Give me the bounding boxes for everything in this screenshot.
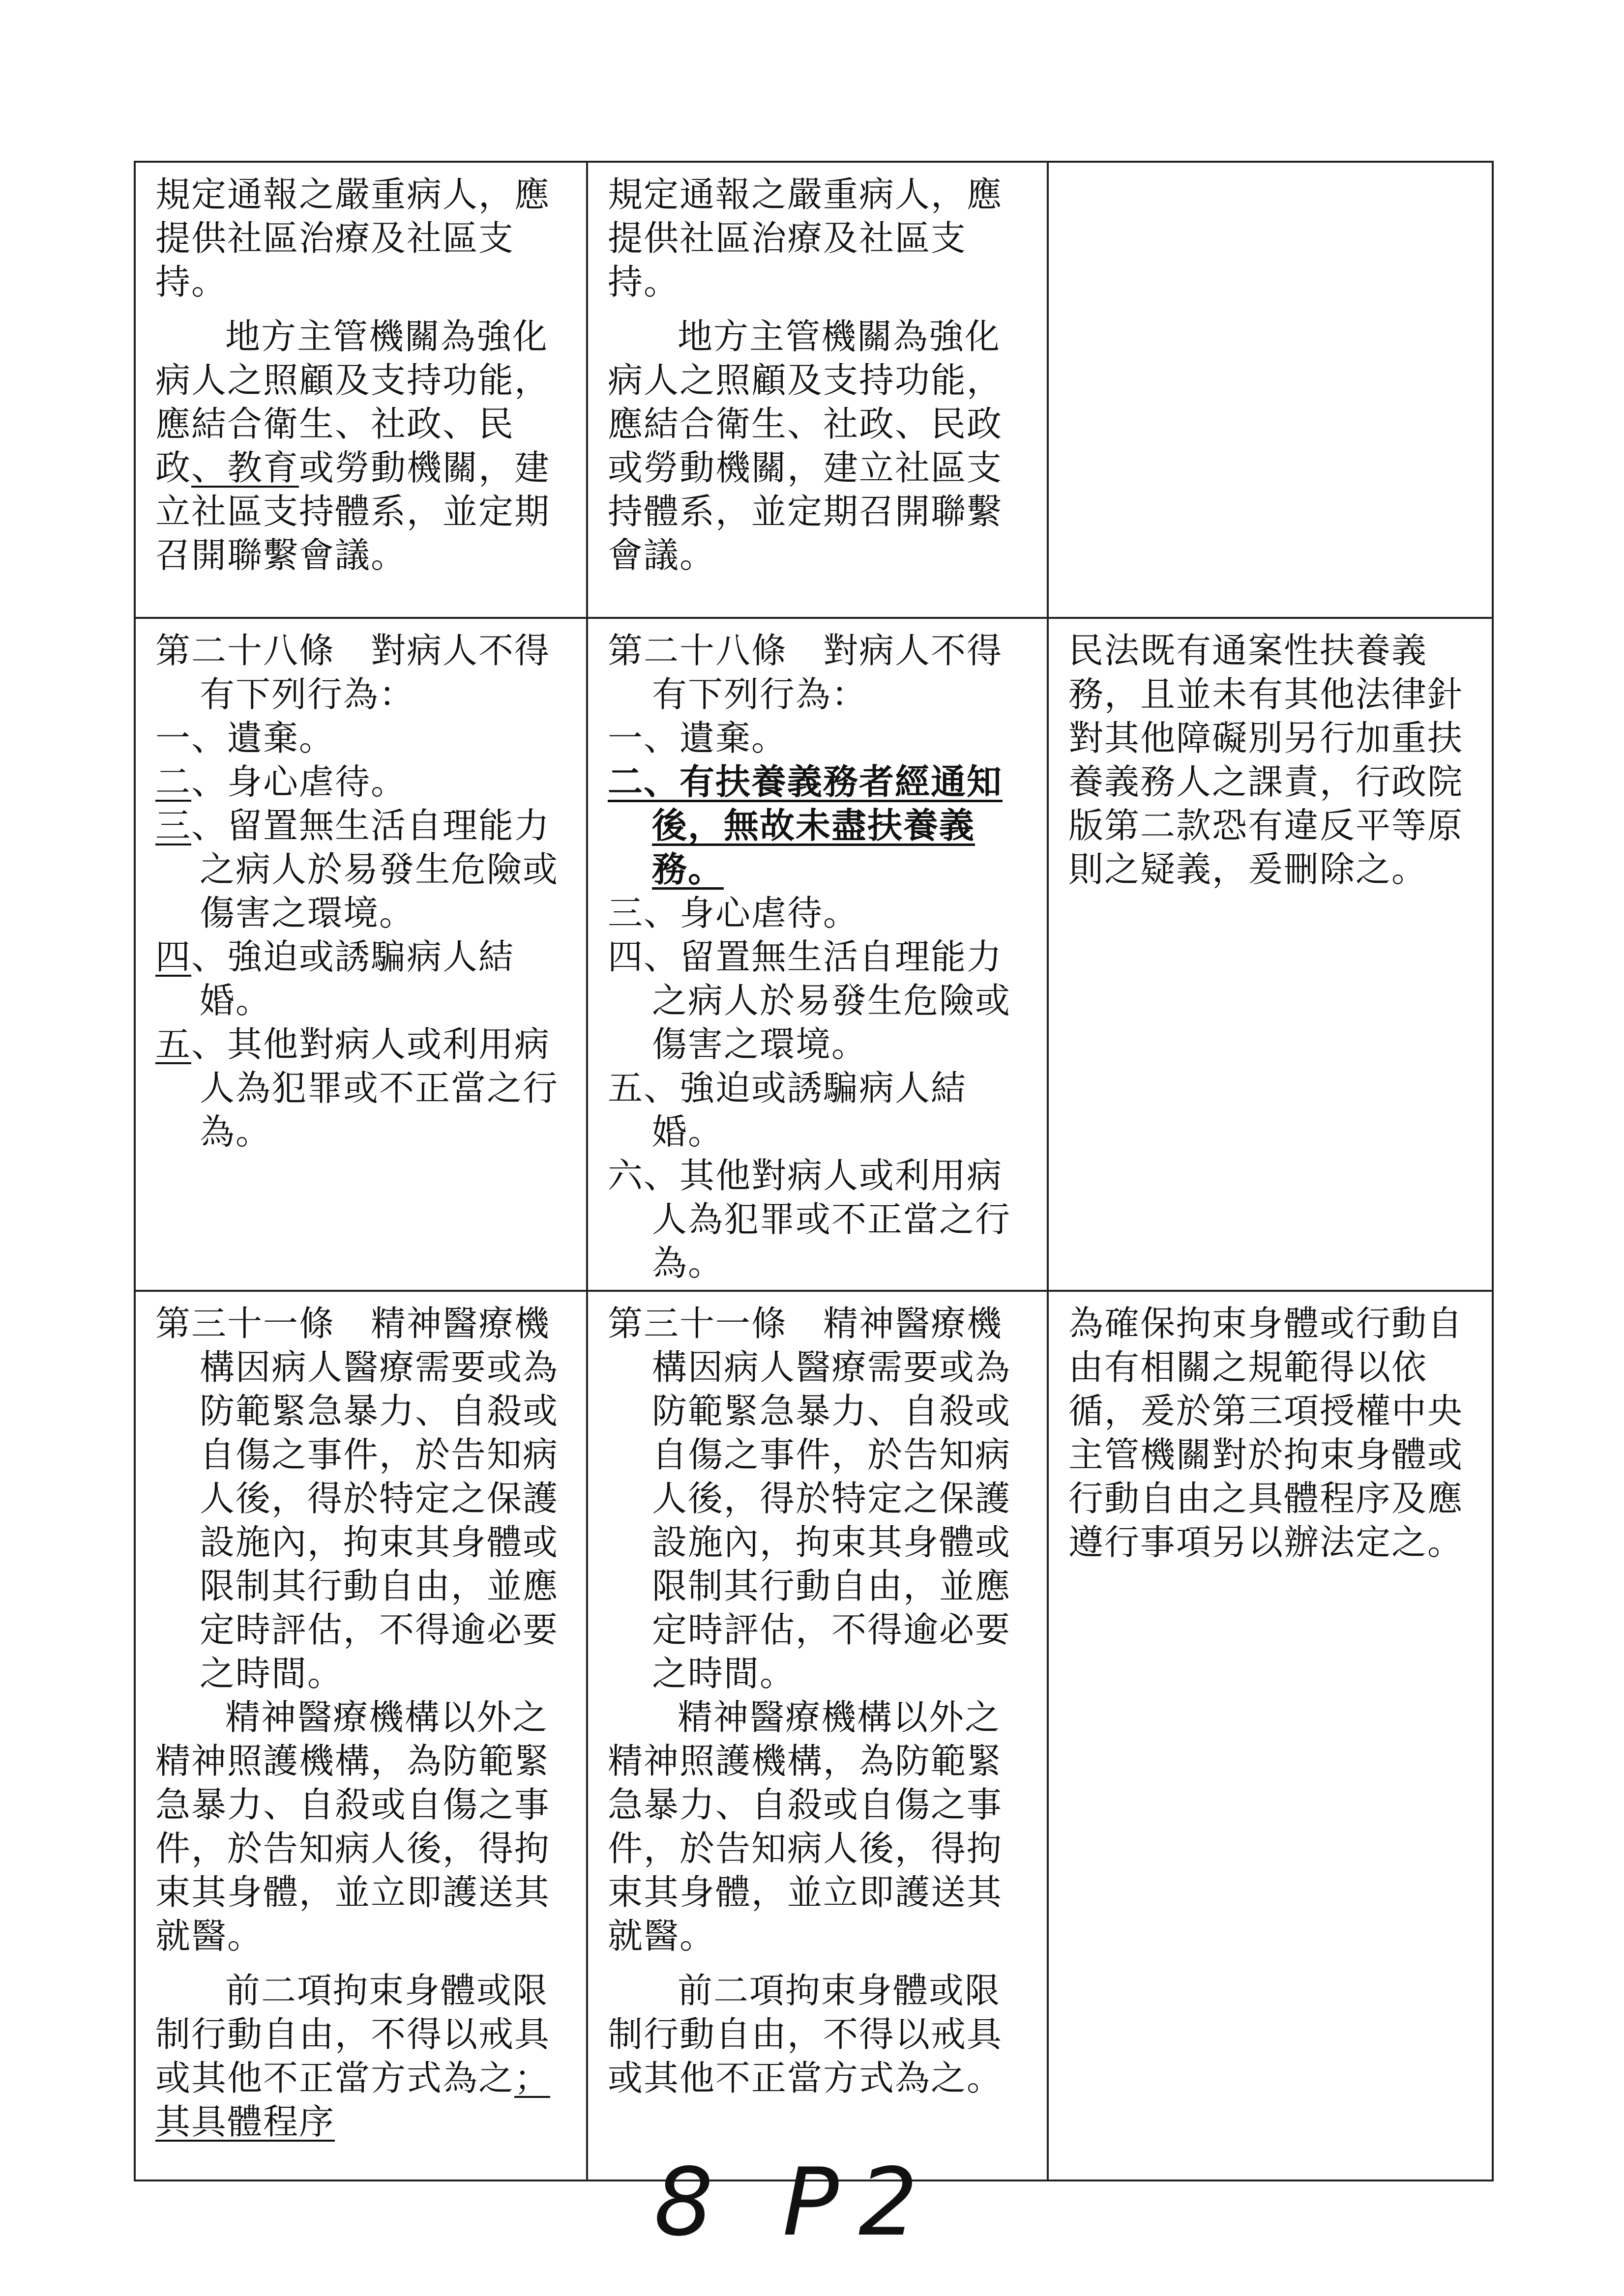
list-item: 六、其他對病人或利用病人為犯罪或不正當之行為。 — [608, 1155, 1011, 1283]
list-item: 五、其他對病人或利用病人為犯罪或不正當之行為。 — [155, 1024, 559, 1152]
article-heading: 第三十一條 精神醫療機構因病人醫療需要或為防範緊急暴力、自殺或自傷之事件，於告知病人後，得於特定之保護設施內，拘束其身體或限制其行動自由，並應定時評估，不得逾必要之時間。 — [155, 1303, 559, 1694]
handwritten-page-number: 8 P2 — [654, 2148, 938, 2257]
article-heading: 第二十八條 對病人不得有下列行為： — [155, 630, 551, 715]
paragraph: 前二項拘束身體或限制行動自由，不得以戒具或其他不正當方式為之；其具體程序 — [155, 1970, 551, 2142]
list-item: 四、強迫或誘騙病人結婚。 — [155, 936, 515, 1021]
list-item: 三、留置無生活自理能力之病人於易發生危險或傷害之環境。 — [155, 805, 559, 933]
paragraph: 地方主管機關為強化病人之照顧及支持功能，應結合衛生、社政、民政或勞動機關，建立社區支持體系，並定期召開聯繫會議。 — [608, 316, 1003, 576]
underlined-amendment: ；其具體程序 — [155, 2058, 551, 2142]
list-item: 五、強迫或誘騙病人結婚。 — [608, 1068, 967, 1152]
underlined-number: 三 — [155, 805, 192, 846]
comparison-table — [134, 161, 1494, 2181]
paragraph: 規定通報之嚴重病人，應提供社區治療及社區支持。 — [608, 174, 1003, 302]
text: 或勞動機關，建立社區支持體系，並定期召開聯繫會議。 — [155, 447, 551, 576]
table-row — [135, 618, 1493, 1291]
text: 地方主管機關為強化病人之照顧及支持功能，應結合衛生、社政、民政 — [155, 316, 551, 488]
list-item: 四、留置無生活自理能力之病人於易發生危險或傷害之環境。 — [608, 936, 1011, 1065]
article-heading: 第三十一條 精神醫療機構因病人醫療需要或為防範緊急暴力、自殺或自傷之事件，於告知病人後，得於特定之保護設施內，拘束其身體或限制其行動自由，並應定時評估，不得逾必要之時間。 — [608, 1303, 1011, 1694]
original-text-cell — [587, 1291, 1048, 2180]
original-text-cell — [587, 618, 1048, 1291]
underlined-amendment: 、教育 — [191, 447, 299, 488]
paragraph — [155, 315, 569, 577]
amended-text-cell — [135, 162, 587, 618]
amended-text-cell — [135, 1291, 587, 2180]
paragraph: 規定通報之嚴重病人，應提供社區治療及社區支持。 — [155, 174, 551, 302]
amended-text-cell — [135, 618, 587, 1291]
explanation-cell — [1048, 162, 1493, 618]
list-item: 二、身心虐待。 — [155, 761, 407, 802]
deleted-list-item: 二、有扶養義務者經通知後，無故未盡扶養義務。 — [608, 761, 1003, 890]
article-heading: 第二十八條 對病人不得有下列行為： — [608, 630, 1003, 715]
underlined-number: 五 — [155, 1024, 192, 1065]
list-item: 一、遺棄。 — [608, 718, 788, 758]
underlined-number: 四 — [155, 936, 192, 977]
table-row — [135, 1291, 1493, 2180]
list-item: 一、遺棄。 — [155, 718, 335, 758]
explanation-text: 民法既有通案性扶養義務，且並未有其他法律針對其他障礙別另行加重扶養義務人之課責，行政院版第二款恐有違反平等原則之疑義，爰刪除之。 — [1068, 630, 1464, 890]
explanation-cell — [1048, 1291, 1493, 2180]
list-item: 三、身心虐待。 — [608, 893, 859, 933]
original-text-cell — [587, 162, 1048, 618]
paragraph: 前二項拘束身體或限制行動自由，不得以戒具或其他不正當方式為之。 — [608, 1970, 1003, 2098]
underlined-number: 二 — [155, 761, 192, 802]
paragraph: 精神醫療機構以外之精神照護機構，為防範緊急暴力、自殺或自傷之事件，於告知病人後，得拘束其身體，並立即護送其就醫。 — [155, 1697, 551, 1956]
table-row — [135, 162, 1493, 618]
explanation-cell — [1048, 618, 1493, 1291]
explanation-text: 為確保拘束身體或行動自由有相關之規範得以依循，爰於第三項授權中央主管機關對於拘束身體或行動自由之具體程序及應遵行事項另以辦法定之。 — [1068, 1303, 1464, 1563]
paragraph: 精神醫療機構以外之精神照護機構，為防範緊急暴力、自殺或自傷之事件，於告知病人後，得拘束其身體，並立即護送其就醫。 — [608, 1697, 1003, 1956]
